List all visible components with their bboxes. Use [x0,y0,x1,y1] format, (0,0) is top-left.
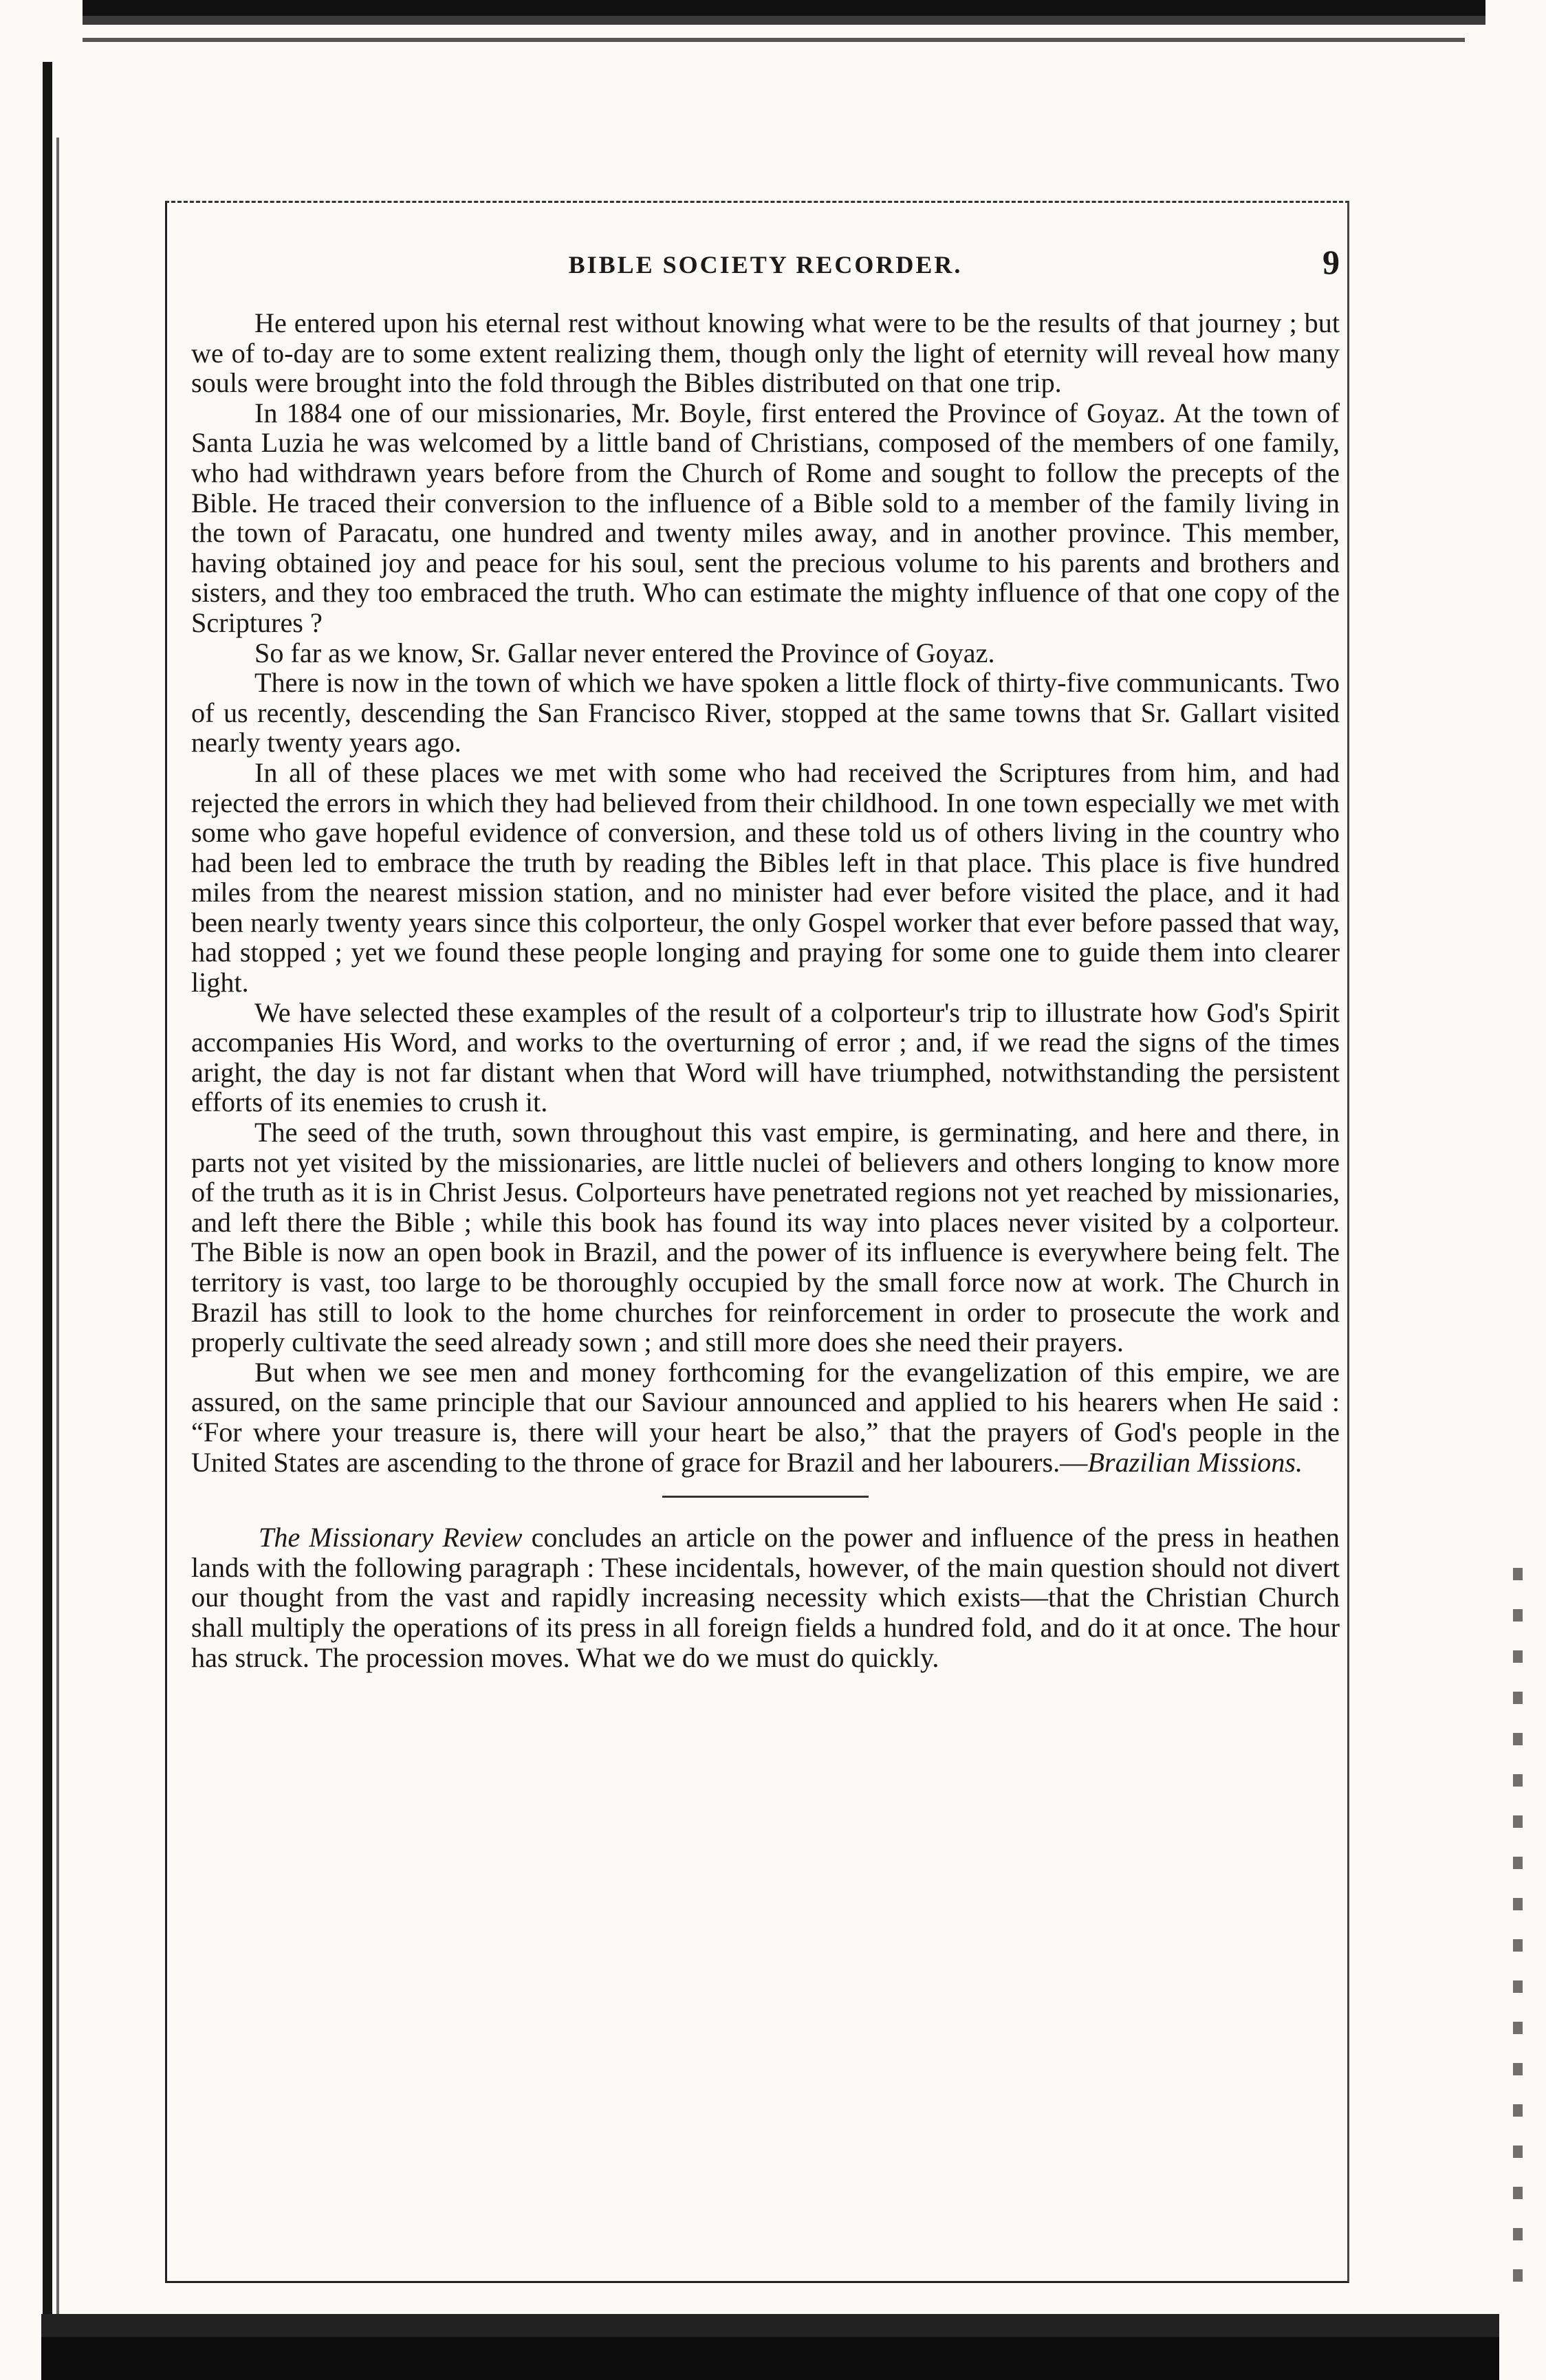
paragraph: He entered upon his eternal rest without knowing what were to be the results of that journey ; but we of to-day are to some extent realizing them, though only the light of eternity will reveal how many souls were brought into the fold through the Bibles distributed on that one trip. [191,307,1340,399]
section-divider [662,1496,869,1498]
paragraph: There is now in the town of which we have spoken a little flock of thirty-five communicants. Two of us recently, descending the San Francisco River, stopped at the same towns that Sr. Gallart visited nearly twenty years ago. [191,667,1340,758]
paragraph-text: But when we see men and money forthcoming for the evangelization of this empire, we are assured, on the same principle that our Saviour announced and applied to his hearers when He said : “For where your treasure is, there will your heart be also,” that the prayers of God's people in the United States are ascending to the throne of grace for Brazil and her labourers.— [191,1356,1340,1478]
scan-left-edge [43,62,52,2380]
paragraph: The seed of the truth, sown throughout this vast empire, is germinating, and here and there, in parts not yet visited by the missionaries, are little nuclei of believers and others longing to know more of the truth as it is in Christ Jesus. Colporteurs have penetrated regions not yet reached by missionaries, and left there the Bible ; while this book has found its way into places never visited by a colporteur. The Bible is now an open book in Brazil, and the power of its influence is everywhere being felt. The territory is vast, too large to be thoroughly occupied by the small force now at work. The Church in Brazil has still to look to the home churches for reinforcement in order to prosecute the work and properly cultivate the seed already sown ; and still more does she need their prayers. [191,1117,1340,1358]
paragraph [191,1522,1340,1672]
scan-bottom-border [41,2314,1499,2380]
running-head: BIBLE SOCIETY RECORDER. [568,251,963,279]
paragraph: We have selected these examples of the result of a colporteur's trip to illustrate how God's Spirit accompanies His Word, and works to the overturning of error ; and, if we read the signs of the times aright, the day is not far distant when that Word will have triumphed, notwithstanding the persistent efforts of its enemies to crush it. [191,996,1340,1118]
article-body [191,308,1340,1672]
paragraph [191,1357,1340,1477]
scan-left-edge-line [56,138,59,2338]
journal-title: The Missionary Review [259,1522,523,1553]
page-header [191,242,1340,283]
page-number: 9 [1322,243,1340,281]
paragraph: In 1884 one of our missionaries, Mr. Boyle, first entered the Province of Goyaz. At the town of Santa Luzia he was welcomed by a little band of Christians, composed of the members of one family, who had withdrawn years before from the Church of Rome and sought to follow the precepts of the Bible. He traced their conversion to the influence of a Bible sold to a member of the family living in the town of Paracatu, one hundred and twenty miles away, and in another province. This member, having obtained joy and peace for his soul, sent the precious volume to his parents and brothers and sisters, and they too embraced the truth. Who can estimate the mighty influence of that one copy of the Scriptures ? [191,397,1340,638]
second-article [191,1522,1340,1672]
paragraph-text: concludes an article on the power and influence of the press in heathen lands with the following paragraph : These incidentals, however, of the main question should not divert our thought from the vast and rapidly increasing necessity which exists—that the Christian Church shall multiply the operations of its press in all foreign fields a hundred fold, and do it at once. The hour has struck. The procession moves. What we do we must do quickly. [191,1522,1340,1673]
scan-top-rule [83,38,1465,42]
scan-right-marks [1513,1568,1523,2297]
paragraph: So far as we know, Sr. Gallar never entered the Province of Goyaz. [254,637,995,668]
attribution: Brazilian Missions. [1087,1446,1303,1478]
scan-top-border [83,0,1485,41]
paragraph: In all of these places we met with some who had received the Scriptures from him, and had rejected the errors in which they had believed from their childhood. In one town especially we met with some who gave hopeful evidence of conversion, and these told us of others living in the country who had been led to embrace the truth by reading the Bibles left in that place. This place is five hundred miles from the nearest mission station, and no minister had ever before visited the place, and it had been nearly twenty years since this colporteur, the only Gospel worker that ever before passed that way, had stopped ; yet we found these people longing and praying for some one to guide them into clearer light. [191,756,1340,998]
